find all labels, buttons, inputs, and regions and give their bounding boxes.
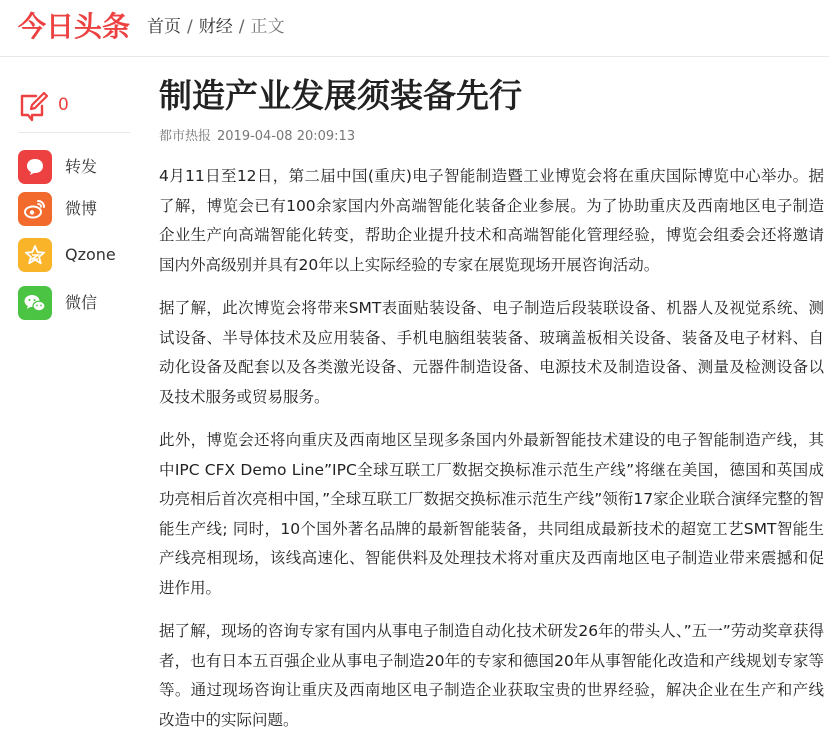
weibo-icon bbox=[18, 192, 52, 226]
article bbox=[159, 74, 824, 749]
article-meta bbox=[159, 128, 824, 146]
share-repost-label: 转发 bbox=[65, 157, 98, 176]
share-wechat[interactable] bbox=[18, 286, 130, 320]
breadcrumb-current: 正文 bbox=[250, 17, 285, 37]
article-paragraph: 据了解，现场的咨询专家有国内从事电子制造自动化技术研发26年的带头人、”五一”劳动奖章获得者，也有日本五百强企业从事电子制造20年的专家和德国20年从事智能化改造和产线规划专家等等。通过现场咨询让重庆及西南地区电子制造企业获取宝贵的世界经验，解决企业在生产和产线改造中的实际问题。 bbox=[159, 622, 824, 729]
share-sidebar bbox=[18, 86, 130, 312]
article-title: 制造产业发展须装备先行 bbox=[159, 76, 522, 115]
wechat-icon bbox=[18, 286, 52, 320]
share-weibo[interactable] bbox=[18, 192, 130, 226]
article-time: 2019-04-08 20:09:13 bbox=[217, 129, 356, 144]
repost-icon bbox=[18, 150, 52, 184]
share-qzone[interactable] bbox=[18, 238, 130, 272]
article-source[interactable]: 都市热报 bbox=[159, 129, 212, 144]
qzone-icon bbox=[18, 238, 52, 272]
article-paragraph: 据了解，此次博览会将带来SMT表面贴装设备、电子制造后段装联设备、机器人及视觉系统、测试设备、半导体技术及应用装备、手机电脑组装装备、玻璃盖板相关设备、装备及电子材料、自动化设备及配套以及各类激光设备、元器件制造设备、电源技术及制造设备、测量及检测设备以及技术服务或贸易服务。 bbox=[159, 299, 824, 406]
toutiao-logo[interactable]: 今日头条 bbox=[18, 10, 131, 43]
breadcrumb bbox=[147, 16, 284, 38]
share-qzone-label: Qzone bbox=[65, 245, 116, 264]
share-wechat-label: 微信 bbox=[65, 293, 98, 312]
article-body bbox=[159, 162, 824, 735]
share-repost[interactable] bbox=[18, 150, 130, 184]
article-paragraph: 4月11日至12日，第二届中国(重庆)电子智能制造暨工业博览会将在重庆国际博览中心举办。据了解，博览会已有100余家国内外高端智能化装备企业参展。为了协助重庆及西南地区电子制造企业生产向高端智能化转变，帮助企业提升技术和高端智能化管理经验，博览会组委会还将邀请国内外高级别并具有20年以上实际经验的专家在展览现场开展咨询活动。 bbox=[159, 167, 824, 274]
share-weibo-label: 微博 bbox=[65, 199, 98, 218]
breadcrumb-separator: / bbox=[238, 17, 245, 37]
article-paragraph: 此外，博览会还将向重庆及西南地区呈现多条国内外最新智能技术建设的电子智能制造产线，其中IPC CFX Demo Line”IPC全球互联工厂数据交换标准示范生产线”将继在美国，德国和英国成功亮相后首次亮相中国，”全球互联工厂数据交换标准示范生产线”领衔17家企业联合演绎完整的智能生产线; 同时，10个国外著名品牌的最新智能装备，共同组成最新技术的超宽工艺SMT智能生产线亮相现场，该线高速化、智能供料及处理技术将对重庆及西南地区电子制造业带来震撼和促进作用。 bbox=[159, 431, 824, 597]
comment-button[interactable] bbox=[18, 86, 130, 133]
breadcrumb-finance[interactable]: 财经 bbox=[198, 17, 233, 37]
top-bar bbox=[0, 0, 829, 57]
comment-count: 0 bbox=[58, 95, 69, 115]
breadcrumb-home[interactable]: 首页 bbox=[147, 17, 181, 37]
comment-edit-icon bbox=[18, 91, 50, 123]
breadcrumb-separator: / bbox=[187, 17, 193, 37]
